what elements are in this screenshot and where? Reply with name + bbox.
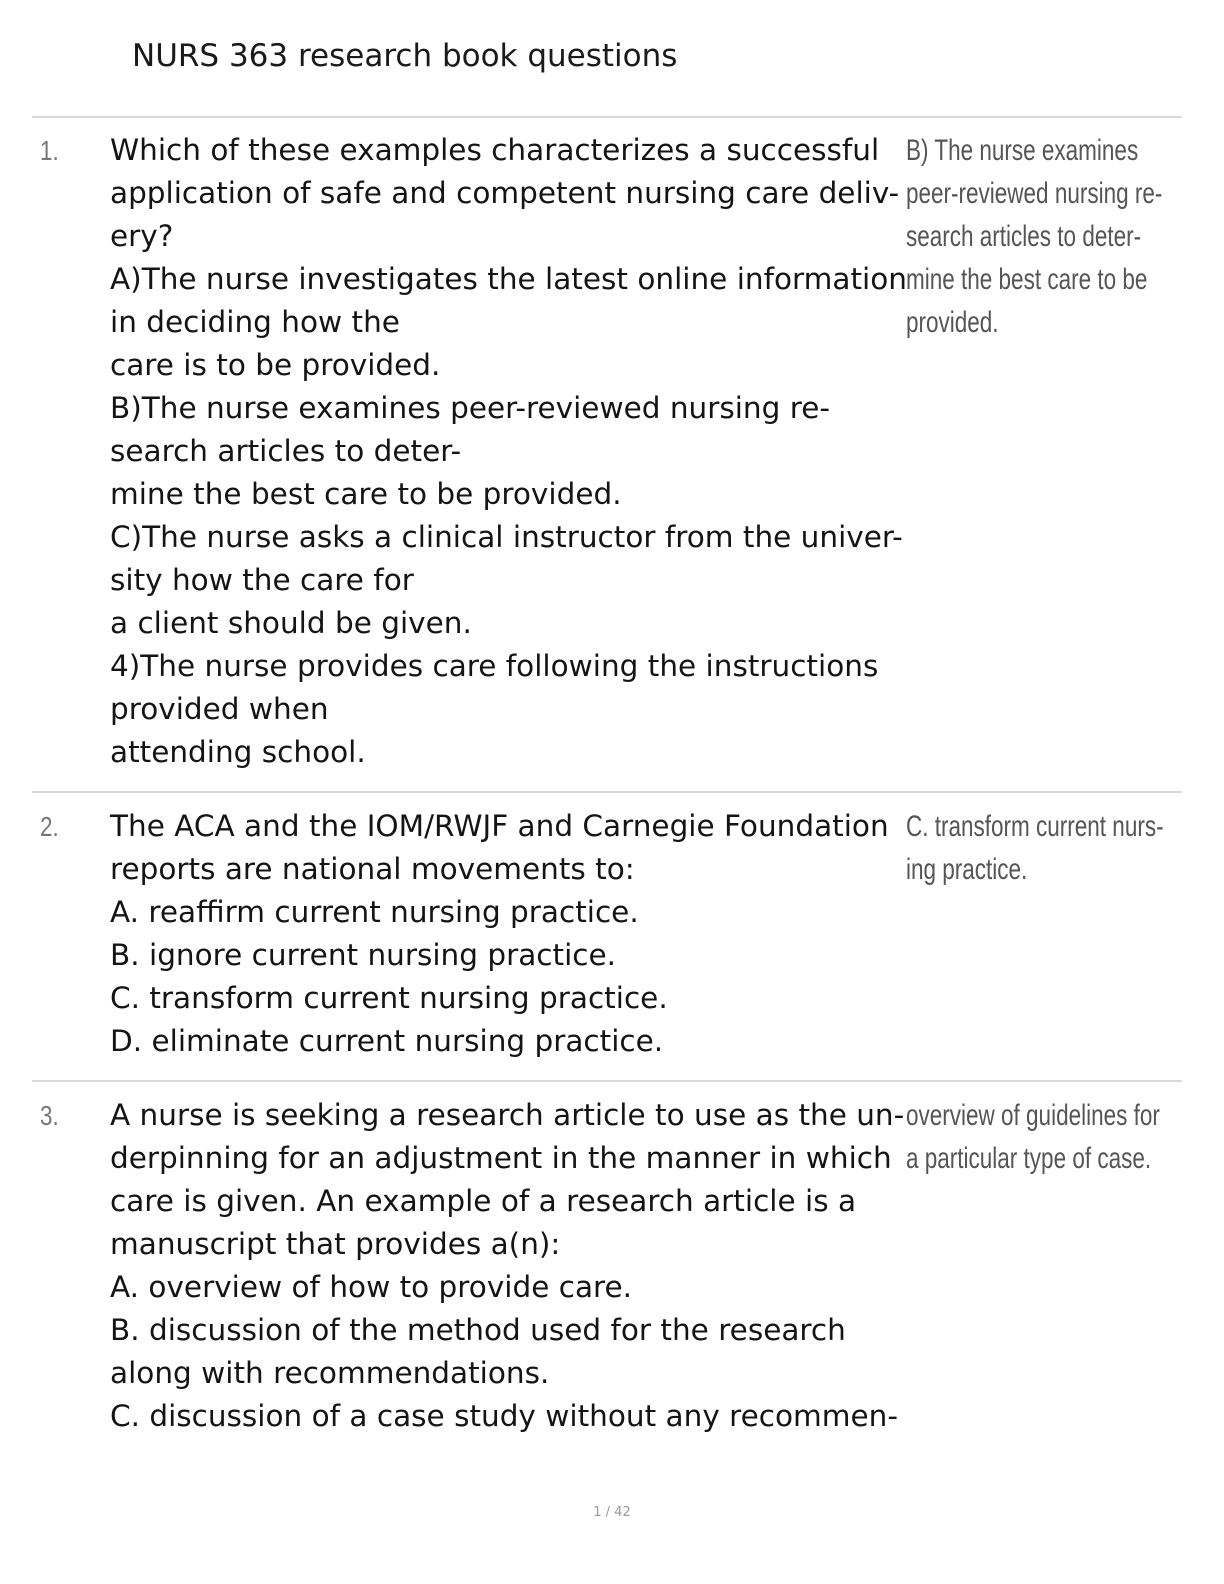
- question-text: [110, 129, 907, 774]
- question-line: application of safe and competent nursing care deliv-: [110, 176, 900, 210]
- answer-line: mine the best care to be: [906, 263, 1148, 296]
- question-line: manuscript that provides a(n):: [110, 1227, 561, 1261]
- question-line: A nurse is seeking a research article to use as the un-: [110, 1098, 905, 1132]
- question-line: C. discussion of a case study without any recommen-: [110, 1399, 899, 1433]
- question-text: [110, 1094, 905, 1438]
- question-number: 2.: [40, 811, 59, 842]
- question-line: sity how the care for: [110, 563, 414, 597]
- question-line: provided when: [110, 692, 329, 726]
- question-line: in deciding how the: [110, 305, 400, 339]
- answer-line: B) The nurse examines: [906, 134, 1139, 167]
- question-line: mine the best care to be provided.: [110, 477, 622, 511]
- answer-text: [906, 129, 1163, 344]
- question-line: a client should be given.: [110, 606, 472, 640]
- answer-line: a particular type of case.: [906, 1142, 1152, 1175]
- question-line: D. eliminate current nursing practice.: [110, 1024, 664, 1058]
- question-text: [110, 805, 900, 1063]
- answer-text: [906, 805, 1164, 891]
- page-indicator: 1 / 42: [593, 1505, 631, 1520]
- question-line: B. discussion of the method used for the research: [110, 1313, 846, 1347]
- question-line: A. reaffirm current nursing practice.: [110, 895, 639, 929]
- divider: [32, 1080, 1182, 1082]
- answer-line: peer-reviewed nursing re-: [906, 177, 1163, 210]
- question-line: 4)The nurse provides care following the instructions: [110, 649, 879, 683]
- question-line: B. ignore current nursing practice.: [110, 938, 617, 972]
- answer-text: [906, 1094, 1160, 1180]
- document-title: NURS 363 research book questions: [132, 38, 678, 74]
- question-line: care is to be provided.: [110, 348, 441, 382]
- divider: [32, 116, 1182, 118]
- question-line: A. overview of how to provide care.: [110, 1270, 633, 1304]
- question-line: Which of these examples characterizes a successful: [110, 133, 880, 167]
- question-line: C. transform current nursing practice.: [110, 981, 668, 1015]
- question-number: 1.: [40, 135, 59, 166]
- answer-line: C. transform current nurs-: [906, 810, 1164, 843]
- question-line: ery?: [110, 219, 174, 253]
- question-line: search articles to deter-: [110, 434, 462, 468]
- question-line: C)The nurse asks a clinical instructor from the univer-: [110, 520, 903, 554]
- question-line: care is given. An example of a research article is a: [110, 1184, 857, 1218]
- answer-line: ing practice.: [906, 853, 1028, 886]
- question-line: B)The nurse examines peer-reviewed nursing re-: [110, 391, 830, 425]
- question-line: attending school.: [110, 735, 366, 769]
- question-line: A)The nurse investigates the latest online information: [110, 262, 907, 296]
- question-line: derpinning for an adjustment in the manner in which: [110, 1141, 892, 1175]
- question-line: along with recommendations.: [110, 1356, 550, 1390]
- answer-line: search articles to deter-: [906, 220, 1142, 253]
- answer-line: overview of guidelines for: [906, 1099, 1160, 1132]
- question-line: reports are national movements to:: [110, 852, 635, 886]
- question-line: The ACA and the IOM/RWJF and Carnegie Foundation: [110, 809, 889, 843]
- answer-line: provided.: [906, 306, 999, 339]
- divider: [32, 791, 1182, 793]
- question-number: 3.: [40, 1100, 59, 1131]
